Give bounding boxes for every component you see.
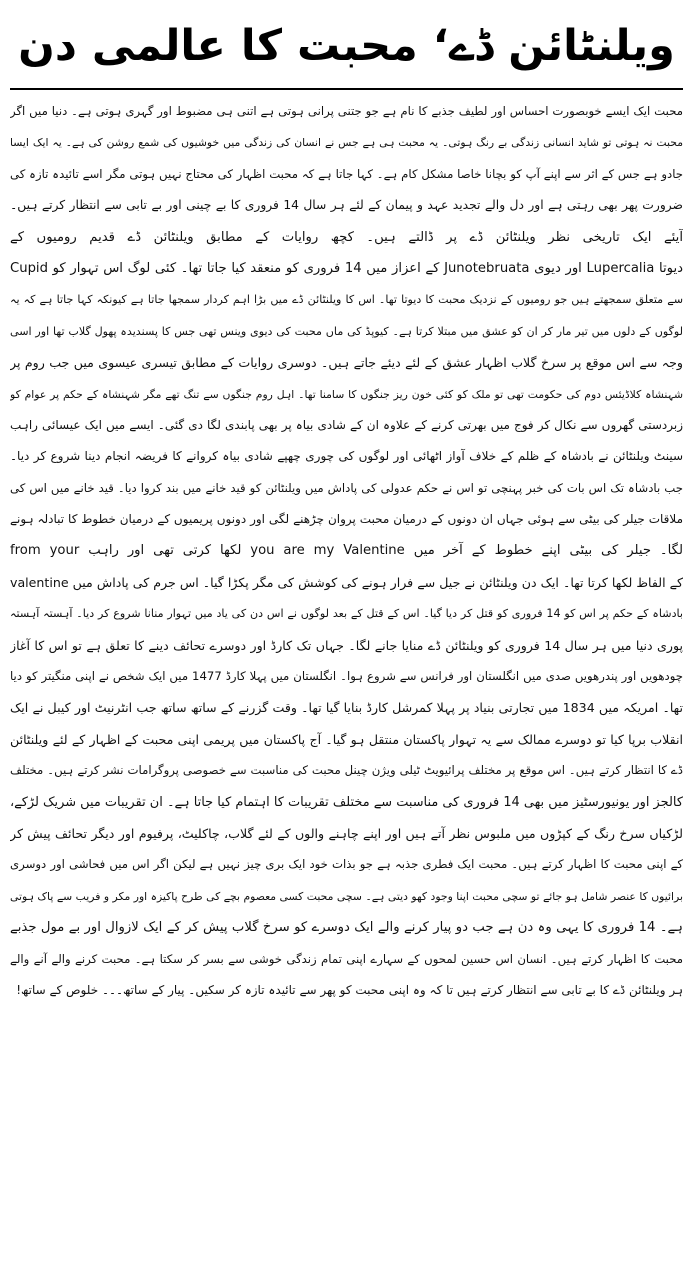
article-line: پوری دنیا میں ہر سال 14 فروری کو ویلنٹائن ڈے منایا جانے لگا۔ جہاں تک کارڈ اور دوسرے تحائف دینے کا تعلق ہے تو اس کا آغاز [10,637,683,653]
article-line: چودھویں اور پندرھویں صدی میں انگلستان اور فرانس سے شروع ہوا۔ انگلستان میں پہلا کارڈ 1477 میں ایک شخص نے اپنی منگیتر کو دیا [10,669,683,684]
article-line: لڑکیاں سرخ رنگ کے کپڑوں میں ملبوس نظر آتے ہیں اور اپنے چاہنے والوں کے لئے گلاب، چاکلیٹ، پرفیوم اور دیگر تحائف پیش کر [10,825,683,841]
article-line: ضرورت پھر بھی رہتی ہے اور دل والے تجدید عہد و پیمان کے لئے ہر سال 14 فروری کا بے چینی اور بے تابی سے انتظار کرتے ہیں۔ [10,198,683,213]
article-line: ہر ویلنٹائن ڈے کا بے تابی سے انتظار کرتے ہیں تا کہ وہ اپنی محبت کو پھر سے تائیدہ تازہ کر سکیں۔ پیار کے ساتھ۔۔۔ خلوص کے ساتھ! [16,982,683,997]
article-line: وجہ سے اس موقع پر سرخ گلاب اظہار عشق کے لئے دیئے جاتے ہیں۔ دوسری روایات کے مطابق تیسری عیسوی میں جب روم پر [10,355,683,371]
article-line: ڈے کا انتظار کرتے ہیں۔ اس موقع پر مختلف پرائیویٹ ٹیلی ویژن چینل محبت کی مناسبت سے خصوصی پروگرامات نشر کرتے ہیں۔ مختلف [10,763,683,778]
article-line: لگا۔ جیلر کی بیٹی اپنے خطوط کے آخر میں you are my Valentine لکھا کرتی تھی اور راہب from your [10,543,683,559]
article-line: انقلاب برپا کیا تو دوسرے ممالک سے یہ تہوار پاکستان منتقل ہو گیا۔ آج پاکستان میں پریمی اپنی محبت کے اظہار کے لئے ویلنٹائن [10,731,683,747]
article-line: ہے۔ 14 فروری کا یہی وہ دن ہے جب دو پیار کرنے والے ایک دوسرے کو سرخ گلاب پیش کر کے ایک لازوال اور بے مول جذبے [10,920,683,936]
article-line: کے اپنی محبت کا اظہار کرتے ہیں۔ محبت ایک فطری جذبہ ہے جو بذات خود ایک بری چیز نہیں ہے لیکن اگر اس میں فحاشی اور دوسری [10,857,683,872]
article-line: برائیوں کا عنصر شامل ہو جائے تو سچی محبت اپنا وجود کھو دیتی ہے۔ سچی محبت کسی معصوم بچے کی طرح پاکیزہ اور مکر و فریب سے پاک ہوتی [10,889,683,903]
article-line: دیوتا Lupercalia اور دیوی Junotebruata کے اعزاز میں 14 فروری کو منعقد کیا جاتا تھا۔ کئی لوگ اس تہوار کو Cupid [10,260,683,276]
article-line: ملاقات جیلر کی بیٹی سے ہوئی جہاں ان دونوں کے درمیان محبت پروان چڑھنے لگی اور دونوں پریمیوں کے درمیان خطوط کا تبادلہ ہونے [10,512,683,527]
article-line: سینٹ ویلنٹائن نے بادشاہ کے ظلم کے خلاف آواز اٹھائی اور لوگوں کی چوری چھپے شادی بیاہ کروانے کا فریضہ انجام دینا شروع کر دیا۔ [10,449,683,464]
article-line: جادو ہے جس کے اثر سے اپنے آپ کو بچانا خاصا مشکل کام ہے۔ کہا جاتا ہے کہ محبت اظہار کی محتاج نہیں ہوتی مگر اسے تائیدہ تازہ کی [10,166,683,181]
article-line: آیئے ایک تاریخی نظر ویلنٹائن ڈے پر ڈالتے ہیں۔ کچھ روایات کے مطابق ویلنٹائن ڈے قدیم رومیوں کے [10,229,683,245]
article-body [10,96,683,1006]
article-line: محبت ایک ایسے خوبصورت احساس اور لطیف جذبے کا نام ہے جو جتنی پرانی ہوتی ہے اتنی ہی مضبوط اور گہری ہوتی ہے۔ دنیا میں اگر [10,104,683,118]
article-line: valentine کے الفاظ لکھا کرتا تھا۔ ایک دن ویلنٹائن نے جیل سے فرار ہونے کی کوشش کی مگر پکڑا گیا۔ اس جرم کی پاداش میں [10,574,683,590]
article-line: لوگوں کے دلوں میں تیر مار کر ان کو عشق میں مبتلا کرتا ہے۔ کیوپڈ کی ماں محبت کی دیوی وینس تھی جس کا پسندیدہ پھول گلاب تھا اور اسی [10,324,683,338]
article-line: سے متعلق سمجھتے ہیں جو رومیوں کے نزدیک محبت کا دیوتا تھا۔ اس کا ویلنٹائن ڈے میں بڑا اہم کردار سمجھا جاتا ہے کیونکہ کہا جاتا ہے کہ یہ [10,293,683,307]
article-line: محبت نہ ہوتی تو شاید انسانی زندگی بے رنگ ہوتی۔ یہ محبت ہی ہے جس نے انسان کی زندگی میں خوشیوں کی شمع روشن کی ہے۔ یہ ایک ایسا [10,136,683,150]
article-line: زبردستی گھروں سے نکال کر فوج میں بھرتی کرنے کے علاوہ ان کے شادی بیاہ پر بھی پابندی لگا دی گئی۔ ایسے میں ایک عیسائی راہب [10,417,683,432]
article-line: شہنشاہ کلاڈیئس دوم کی حکومت تھی تو ملک کو کئی خون ریز جنگوں کا سامنا تھا۔ اہل روم جنگوں سے تنگ تھے مگر شہنشاہ کے حکم پر عوام کو [10,387,683,401]
article-line: بادشاہ کے حکم پر اس کو 14 فروری کو قتل کر دیا گیا۔ اس کے قتل کے بعد لوگوں نے اس دن کی یاد میں تہوار منانا شروع کر دیا۔ آہستہ آہستہ [10,607,683,621]
article-line: جب بادشاہ تک اس بات کی خبر پہنچی تو اس نے حکم عدولی کی پاداش میں ویلنٹائن کو قید خانے میں بند کروا دیا۔ قید خانے میں اس کی [10,480,683,495]
headline-container [10,6,683,90]
article-headline: ویلنٹائن ڈے‘ محبت کا عالمی دن [18,21,675,72]
article-line: محبت کا اظہار کرتے ہیں۔ انسان اس حسین لمحوں کے سہارے اپنی تمام زندگی خوشی سے بسر کر سکتا ہے۔ محبت کرنے والے آنے والے [10,951,683,966]
article-line: کالجز اور یونیورسٹیز میں بھی 14 فروری کی مناسبت سے مختلف تقریبات کا اہتمام کیا جاتا ہے۔ ان تقریبات میں شریک لڑکے، [10,794,683,810]
article-line: تھا۔ امریکہ میں 1834 میں تجارتی بنیاد پر پہلا کمرشل کارڈ بنایا گیا تھا۔ وقت گزرنے کے ساتھ ساتھ جب انٹرنیٹ اور کیبل نے ایک [10,700,683,716]
